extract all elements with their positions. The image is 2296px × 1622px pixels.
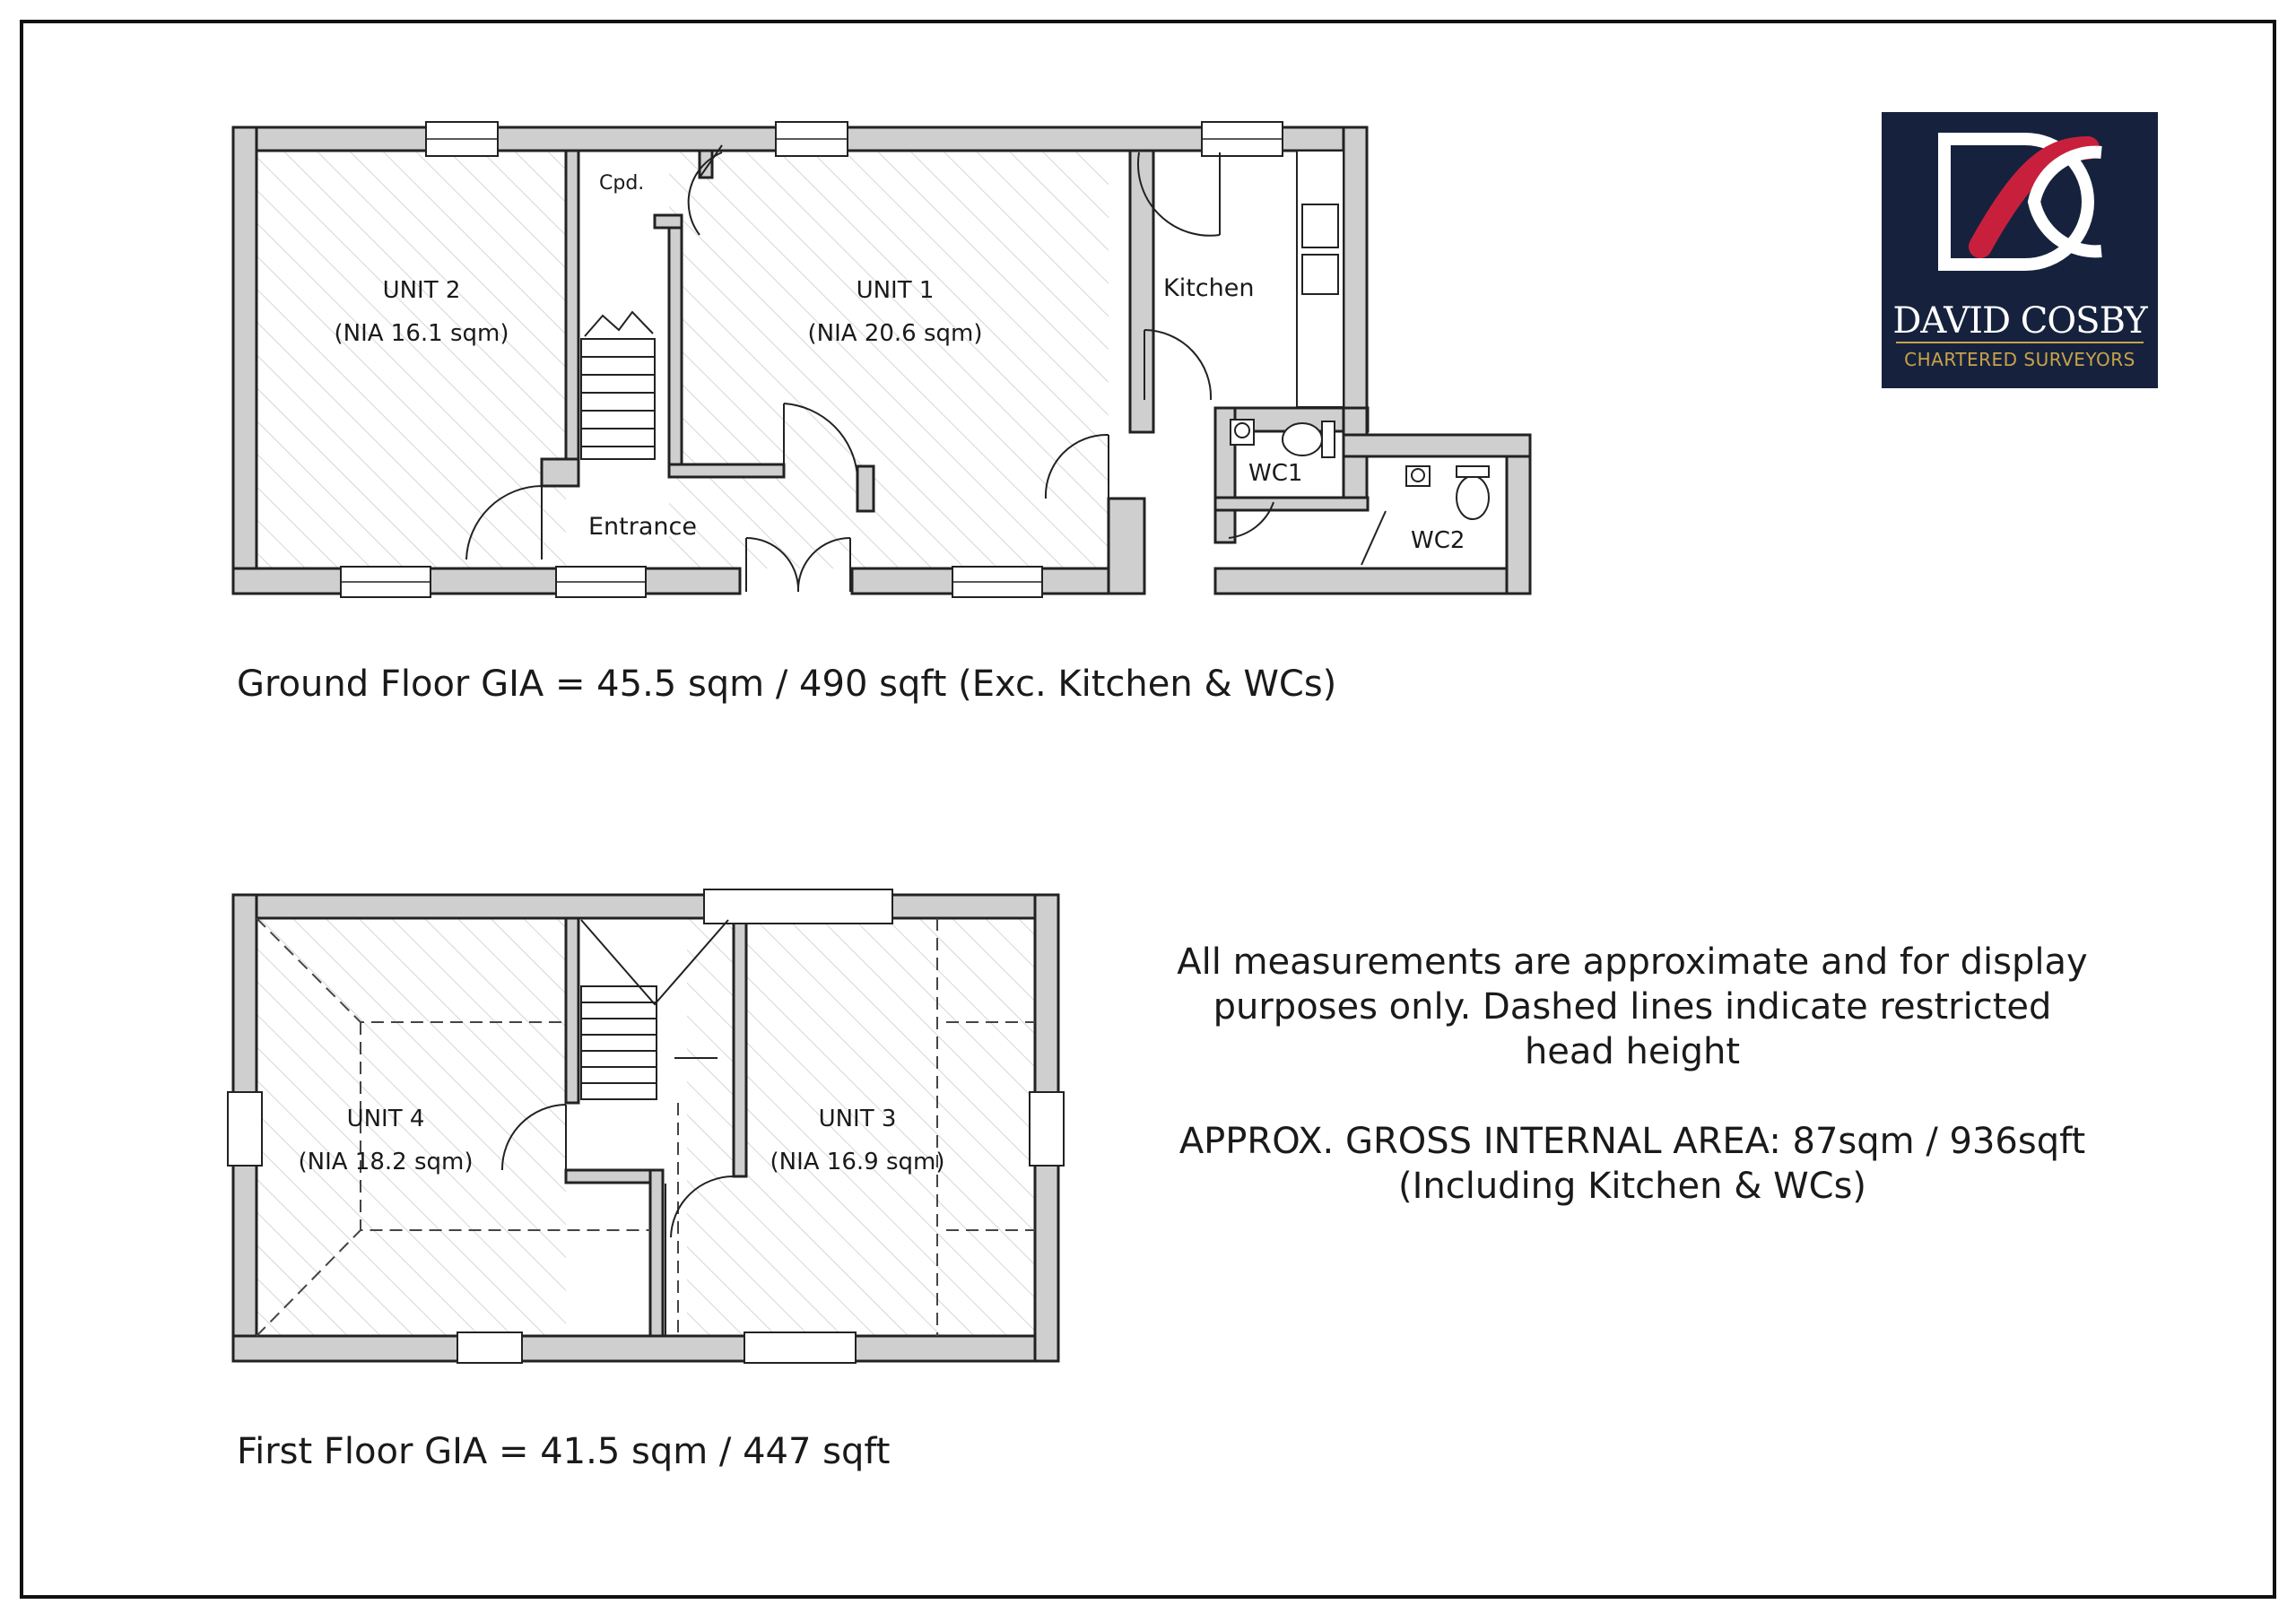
ground-floor-stairs bbox=[581, 312, 655, 459]
disclaimer-line-3: head height bbox=[1524, 1031, 1741, 1072]
unit-4-label bbox=[269, 1097, 502, 1184]
disclaimer-line-2: purposes only. Dashed lines indicate restricted bbox=[1213, 986, 2052, 1028]
wc2-label: WC2 bbox=[1411, 527, 1465, 554]
entrance-label: Entrance bbox=[588, 513, 697, 541]
logo-subtitle: CHARTERED SURVEYORS bbox=[1904, 349, 2135, 370]
logo-monogram-icon bbox=[1882, 112, 2158, 291]
disclaimer-note bbox=[1094, 940, 2170, 1074]
first-floor-gia: First Floor GIA = 41.5 sqm / 447 sqft bbox=[237, 1431, 891, 1472]
wc1-label: WC1 bbox=[1248, 460, 1303, 487]
logo-divider bbox=[1896, 342, 2144, 343]
total-area-note bbox=[1094, 1119, 2170, 1209]
unit-3-label bbox=[741, 1097, 974, 1184]
unit-2-name: UNIT 2 bbox=[382, 277, 461, 304]
unit-2-label bbox=[305, 269, 538, 355]
kitchen-fittings bbox=[1297, 151, 1344, 407]
disclaimer-line-1: All measurements are approximate and for display bbox=[1177, 941, 2088, 983]
cupboard-label: Cpd. bbox=[599, 172, 645, 195]
total-area-line-2: (Including Kitchen & WCs) bbox=[1397, 1166, 1867, 1207]
ground-floor-plan bbox=[233, 122, 1530, 597]
unit-1-name: UNIT 1 bbox=[856, 277, 935, 304]
company-logo bbox=[1882, 112, 2158, 388]
ground-floor-gia: Ground Floor GIA = 45.5 sqm / 490 sqft (Exc. Kitchen & WCs) bbox=[237, 664, 1337, 705]
unit-4-area: (NIA 18.2 sqm) bbox=[298, 1149, 474, 1175]
unit-1-area: (NIA 20.6 sqm) bbox=[807, 320, 983, 347]
total-area-line-1: APPROX. GROSS INTERNAL AREA: 87sqm / 936sqft bbox=[1178, 1121, 2086, 1162]
unit-1-label bbox=[778, 269, 1012, 355]
logo-name: DAVID COSBY bbox=[1892, 300, 2147, 342]
unit-1-floor bbox=[669, 151, 1109, 568]
unit-4-name: UNIT 4 bbox=[346, 1106, 425, 1132]
unit-2-floor bbox=[257, 151, 566, 568]
unit-3-name: UNIT 3 bbox=[818, 1106, 897, 1132]
kitchen-label: Kitchen bbox=[1163, 274, 1255, 302]
unit-3-area: (NIA 16.9 sqm) bbox=[770, 1149, 945, 1175]
unit-2-area: (NIA 16.1 sqm) bbox=[334, 320, 509, 347]
